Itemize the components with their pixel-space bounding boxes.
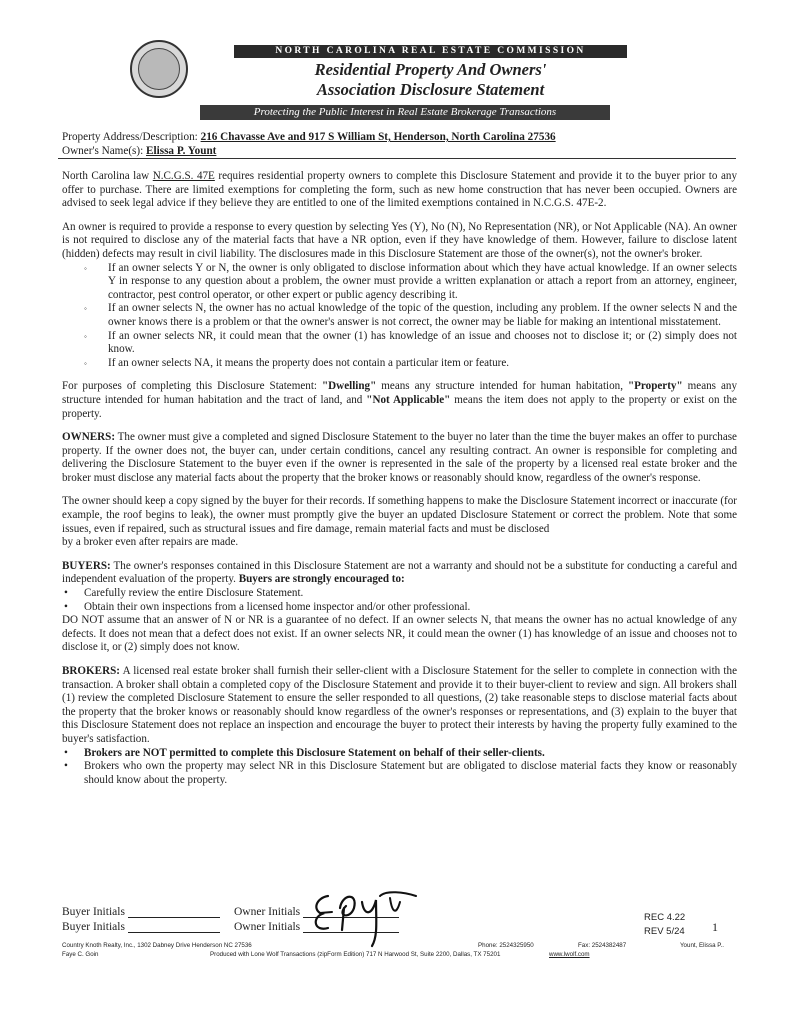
- circle-bullet-icon: ◦: [84, 358, 87, 368]
- bullet-text: If an owner selects NR, it could mean that the owner (1) has knowledge of an issue and chooses not to disclose it; or (2) simply does not know.: [108, 329, 737, 356]
- dwelling-term: "Dwelling": [322, 380, 377, 393]
- produced-with-notice: Produced with Lone Wolf Transactions (zipForm Edition) 717 N Harwood St, Suite 2200, Dallas, TX 75201: [210, 951, 501, 958]
- buyer-initials-row-2: [62, 921, 220, 933]
- circle-bullet-icon: ◦: [84, 304, 87, 314]
- brokers-text: A licensed real estate broker shall furnish their seller-client with a Disclosure Statement for the seller to complete in connection with the transaction. A broker shall obtain a completed copy of the Disclosure Statement and provide it to their buyer-client to review and sign. All brokers shall (1) review the completed Disclosure Statement to ensure the seller responded to all questions, (2) take reasonable steps to disclose material facts about the property that the broker knows or reasonably should know regardless of the owner's responses or representations, and (3) explain to the buyer that this Disclosure Statement does not replace an inspection and encourage the buyer to protect their interests by having the property fully examined to the buyer's satisfaction.: [62, 665, 737, 745]
- definitions-text: means the item does not apply to the property or exist on the property.: [62, 393, 737, 420]
- property-address-value: 216 Chavasse Ave and 917 S William St, Henderson, North Carolina 27536: [200, 131, 556, 143]
- copy-paragraph-continued: by a broker even after repairs are made.: [62, 536, 239, 549]
- response-paragraph: An owner is required to provide a response to every question by selecting Yes (Y), No (N), No Representation (NR), or Not Applicable (NA). An owner is not required to disclose any of the material facts that have a NR option, even if they have knowledge of them. However, failure to disclose latent (hidden) defects may result in civil liability. The disclosures made in this Disclosure Statement are those of the owner(s), not the owner's broker.: [62, 220, 737, 260]
- owner-initials-label: Owner Initials: [234, 906, 301, 918]
- buyers-heading: BUYERS:: [62, 559, 111, 572]
- list-item: [62, 357, 737, 371]
- owners-heading: OWNERS:: [62, 431, 116, 444]
- buyer-initials-field[interactable]: [128, 932, 220, 933]
- brokers-heading: BROKERS:: [62, 665, 120, 677]
- dot-bullet-icon: •: [64, 746, 68, 759]
- owner-signature-initials-icon: [306, 886, 424, 950]
- brokers-bullet-list: [62, 747, 737, 788]
- owner-initials-label: Owner Initials: [234, 921, 301, 933]
- buyer-initials-label: Buyer Initials: [62, 921, 125, 933]
- intro-text-2: requires residential property owners to complete this Disclosure Statement and provide it to the buyer prior to any offer to purchase. There are limited exemptions for completing the form, such as new home construction that has never been occupied. Owners are advised to seek legal advice if they believe they are entitled to one of the limited exemptions contained in N.C.G.S. 47E-2.: [62, 170, 737, 210]
- statute-reference: N.C.G.S. 47E: [152, 170, 215, 182]
- bullet-text: Obtain their own inspections from a licensed home inspector and/or other professional.: [84, 600, 471, 613]
- definitions-text: means any structure intended for human habitation and the tract of land, and: [62, 380, 738, 406]
- owners-paragraph: [62, 431, 737, 485]
- buyers-text: The owner's responses contained in this Disclosure Statement are not a warranty and should not be a substitute for conducting a careful and independent evaluation of the property.: [62, 559, 737, 586]
- intro-text-1: North Carolina law: [62, 170, 153, 182]
- circle-bullet-icon: ◦: [84, 331, 87, 341]
- buyer-initials-field[interactable]: [128, 917, 220, 918]
- owner-name-line: [62, 144, 216, 158]
- bullet-text: Brokers who own the property may select NR in this Disclosure Statement but are obligated to disclose material facts they know or reasonably should know about the property.: [84, 760, 737, 786]
- file-name: Yount, Elissa P..: [680, 942, 725, 949]
- form-title-line1: Residential Property And Owners': [314, 60, 547, 79]
- property-term: "Property": [628, 380, 683, 393]
- definitions-text: means any structure intended for human habitation,: [376, 380, 628, 393]
- bullet-text: Brokers are NOT permitted to complete this Disclosure Statement on behalf of their seller-clients.: [84, 746, 545, 759]
- owner-name-label: Owner's Name(s):: [62, 145, 144, 157]
- brokers-paragraph: [62, 665, 737, 747]
- property-address-label: Property Address/Description:: [62, 131, 198, 143]
- bullet-text: If an owner selects NA, it means the property does not contain a particular item or feature.: [108, 356, 510, 369]
- intro-paragraph: [62, 170, 737, 211]
- buyer-initials-row-1: [62, 906, 220, 918]
- state-seal-icon: [130, 40, 188, 98]
- header-divider: [58, 158, 736, 159]
- form-title: [234, 60, 627, 100]
- fax-number: Fax: 2524382487: [578, 942, 627, 949]
- list-item: [62, 587, 737, 601]
- page-number: 1: [712, 920, 718, 934]
- definitions-text: For purposes of completing this Disclosure Statement:: [62, 380, 323, 393]
- list-item: [62, 760, 737, 787]
- buyer-initials-label: Buyer Initials: [62, 906, 125, 918]
- definitions-paragraph: [62, 380, 737, 421]
- not-applicable-term: "Not Applicable": [366, 393, 451, 406]
- list-item: [62, 262, 737, 303]
- bullet-text: If an owner selects Y or N, the owner is only obligated to disclose information about which they have actual knowledge. If an owner selects Y in response to any question about a problem, the owner must provide a written explanation or attach a report from an attorney, engineer, contractor, pest control operator, or other expert or public agency describing it.: [108, 261, 737, 301]
- form-body: [62, 170, 737, 787]
- owner-name-value: Elissa P. Yount: [146, 145, 217, 157]
- agent-name: Faye C. Goin: [62, 951, 99, 958]
- buyers-bullet-list: [62, 587, 737, 614]
- company-info: Country Knoth Realty, Inc., 1302 Dabney Drive Henderson NC 27536: [62, 942, 252, 949]
- buyers-encouraged: Buyers are strongly encouraged to:: [238, 573, 405, 586]
- form-title-line2: Association Disclosure Statement: [316, 80, 545, 99]
- response-bullet-list: [62, 262, 737, 371]
- form-code-rev: REV 5/24: [644, 926, 685, 937]
- tagline-band: Protecting the Public Interest in Real Estate Brokerage Transactions: [200, 105, 610, 120]
- owners-text: The owner must give a completed and signed Disclosure Statement to the buyer no later than the time the buyer makes an offer to purchase property. If the owner does not, the buyer can, under certain conditions, cancel any resulting contract. An owner is responsible for completing and delivering the Disclosure Statement to the buyer even if the owner is represented in the sale of the property by a licensed real estate broker and the broker must disclose any material facts about the property that the broker knows or reasonably should know, regardless of the owner's response.: [62, 431, 737, 484]
- form-code-rec: REC 4.22: [644, 912, 686, 923]
- bullet-text: Carefully review the entire Disclosure Statement.: [84, 587, 304, 600]
- buyers-paragraph: [62, 560, 737, 587]
- phone-number: Phone: 2524325950: [478, 942, 534, 949]
- property-address-line: [62, 130, 556, 144]
- lone-wolf-link[interactable]: www.lwolf.com: [549, 951, 590, 958]
- list-item: [62, 330, 737, 357]
- do-not-assume-paragraph: DO NOT assume that an answer of N or NR is a guarantee of no defect. If an owner selects N, that means the owner has no actual knowledge of any defects. It does not mean that a defect does not exist. If an owner selects NR, it could mean the owner (1) has knowledge of an issue and chooses not to disclose it, or (2) simply does not know.: [62, 614, 737, 654]
- list-item: [62, 601, 737, 615]
- copy-paragraph: The owner should keep a copy signed by the buyer for their records. If something happens to make the Disclosure Statement incorrect or inaccurate (for example, the roof begins to leak), the owner must promptly give the buyer an updated Disclosure Statement or correct the problem. Note that some issues, even if repaired, such as structural issues and fire damage, remain material facts and must be disclosed: [62, 495, 737, 535]
- list-item: [62, 747, 737, 761]
- circle-bullet-icon: ◦: [84, 263, 87, 273]
- dot-bullet-icon: •: [64, 587, 68, 600]
- commission-band: NORTH CAROLINA REAL ESTATE COMMISSION: [234, 45, 627, 58]
- list-item: [62, 302, 737, 329]
- bullet-text: If an owner selects N, the owner has no actual knowledge of the topic of the question, including any problem. If the owner selects N and the owner knows there is a problem or that the owner's answer is not correct, the owner may be liable for making an intentional misstatement.: [108, 302, 737, 328]
- dot-bullet-icon: •: [64, 600, 68, 613]
- dot-bullet-icon: •: [64, 760, 68, 773]
